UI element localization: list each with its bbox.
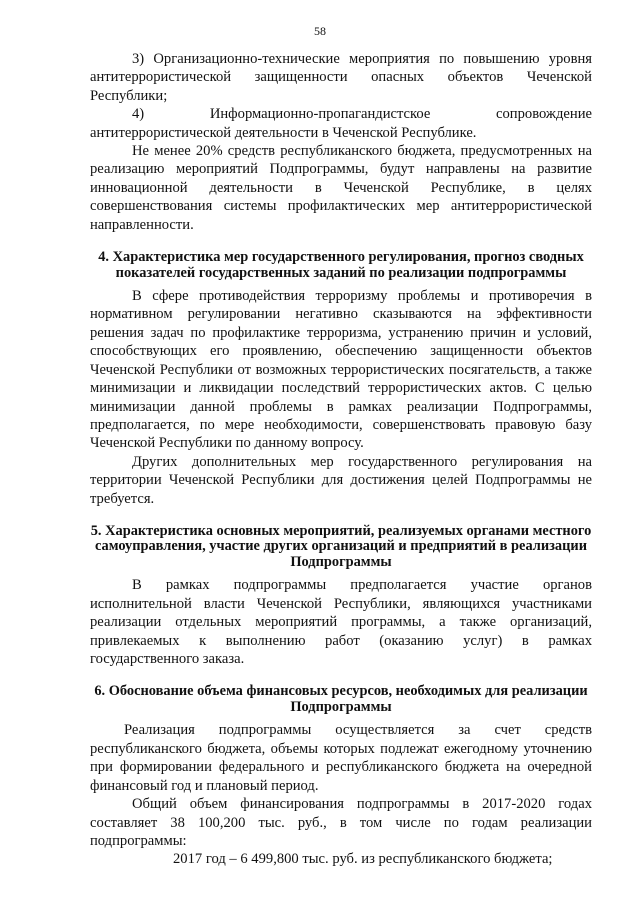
- paragraph-budget-share: Не менее 20% средств республиканского бюджета, предусмотренных на реализацию мероприятий Подпрограммы, будут направлены на развитие инновационной деятельности в Чеченской Республике, в целях совершенствования системы профилактических мер антитеррористической направленности.: [90, 143, 592, 233]
- paragraph-regulation-problems: В сфере противодействия терроризму проблемы и противоречия в нормативном регулировании негативно сказываются на эффективности решения задач по профилактике терроризма, устранению причин и условий, способствующих его проявлению, обеспечению защищенности объектов Чеченской Республики от возможных террористических посягательств, а также минимизации и ликвидации последствий террористических актов. С целью минимизации данной проблемы в рамках реализации Подпрограммы, предполагается, по мере необходимости, совершенствовать правовую базу Чеченской Республики по данному вопросу.: [90, 288, 592, 452]
- page-number: 58: [314, 24, 326, 38]
- section-heading-5: 5. Характеристика основных мероприятий, реализуемых органами местного самоуправления, участие других организаций и предприятий в реализации Подпрограммы: [90, 522, 592, 570]
- paragraph-funding-2017: 2017 год – 6 499,800 тыс. руб. из республиканского бюджета;: [173, 851, 553, 868]
- section-heading-4: 4. Характеристика мер государственного регулирования, прогноз сводных показателей государственных заданий по реализации подпрограммы: [98, 249, 584, 281]
- paragraph-item-4: 4) Информационно-пропагандистское сопровождение антитеррористической деятельности в Чеченской Республике.: [90, 106, 592, 141]
- document-body: [90, 50, 592, 869]
- paragraph-implementation: Реализация подпрограммы осуществляется за счет средств республиканского бюджета, объемы которых подлежат ежегодному уточнению при формировании федерального и республиканского бюджета на очередной финансовый год и плановый период.: [90, 722, 592, 794]
- paragraph-total-funding: Общий объем финансирования подпрограммы в 2017-2020 годах составляет 38 100,200 тыс. руб., в том числе по годам реализации подпрограммы:: [90, 796, 592, 849]
- section-heading-6: 6. Обоснование объема финансовых ресурсов, необходимых для реализации Подпрограммы: [94, 683, 588, 715]
- paragraph-no-additional-measures: Других дополнительных мер государственного регулирования на территории Чеченской Республики для достижения целей Подпрограммы не требуется.: [90, 453, 592, 507]
- paragraph-item-3: 3) Организационно-технические мероприятия по повышению уровня антитеррористической защищенности опасных объектов Чеченской Республики;: [90, 51, 592, 104]
- paragraph-participants: В рамках подпрограммы предполагается участие органов исполнительной власти Чеченской Республики, являющихся участниками реализации отдельных мероприятий программы, а также организаций, привлекаемых к выполнению работ (оказанию услуг) в рамках государственного заказа.: [90, 577, 592, 668]
